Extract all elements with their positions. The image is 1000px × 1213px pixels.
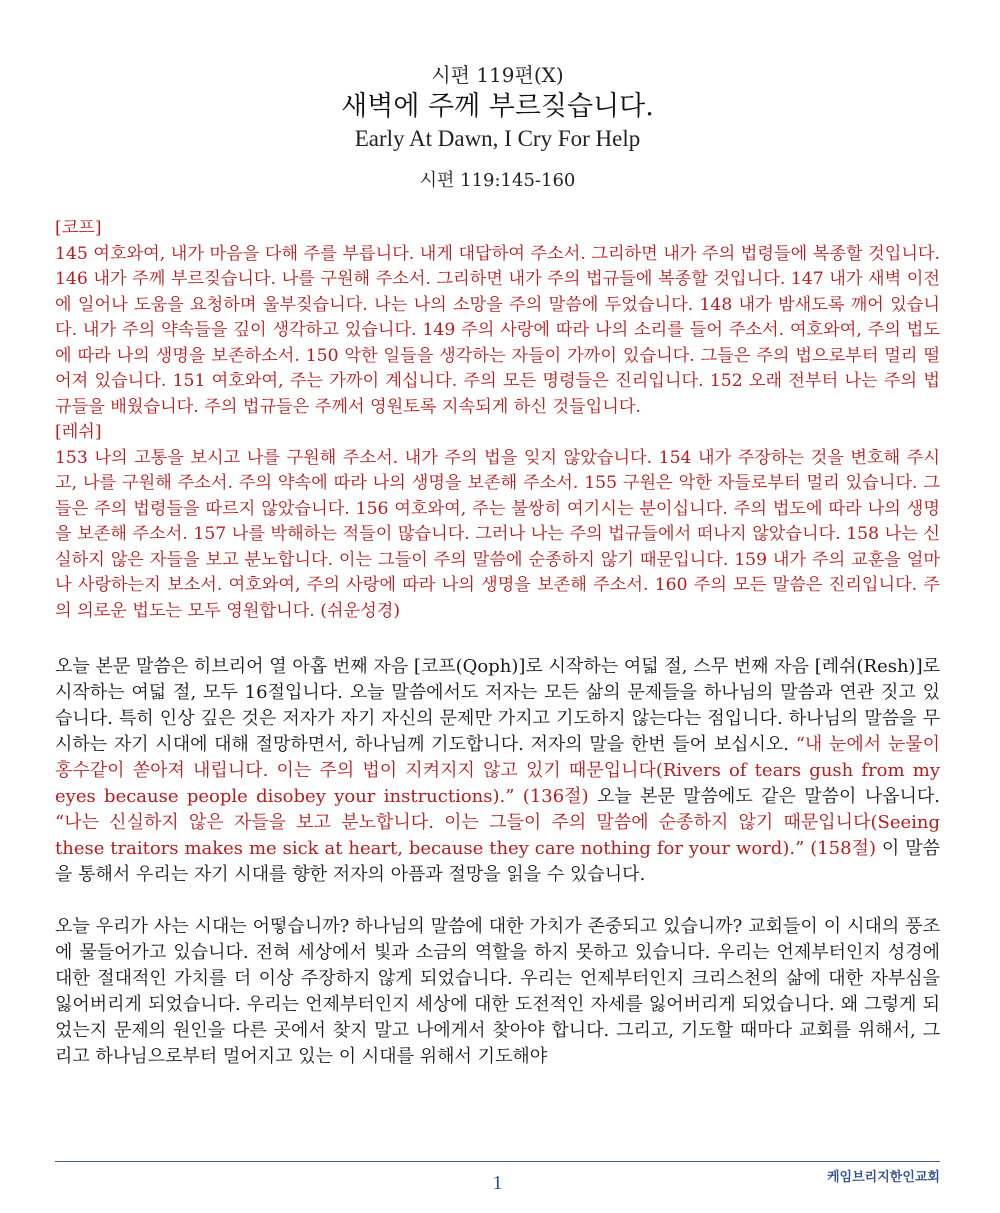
paragraph-1-conclusion: 이 말씀을 통해서 우리는 자기 시대를 향한 저자의 아픔과 절망을 읽을 수 있습니다. — [55, 838, 940, 885]
footer-divider — [55, 1161, 940, 1162]
section-label-resh: [레쉬] — [55, 422, 102, 442]
paragraph-1-text — [55, 654, 940, 888]
church-name: 케임브리지한인교회 — [826, 1170, 940, 1185]
sermon-subtitle: Early At Dawn, I Cry For Help — [354, 126, 641, 151]
page-number: 1 — [492, 1172, 503, 1194]
quote-verse-136: “내 눈에서 눈물이 홍수같이 쏟아져 내립니다. 이는 주의 법이 지켜지지 않고 있기 때문입니다(Rivers of tears gush from my eyes because people disobey your instructions).” (136절) — [55, 734, 940, 807]
sermon-header — [55, 0, 940, 194]
section-label-qoph: [코프] — [55, 218, 102, 238]
sermon-title: 새벽에 주께 부르짖습니다. — [341, 91, 654, 122]
scripture-passage — [55, 216, 940, 624]
section-text-resh: 153 나의 고통을 보시고 나를 구원해 주소서. 내가 주의 법을 잊지 않았습니다. 154 내가 주장하는 것을 변호해 주시고, 나를 구원해 주소서. 주의 약속에 따라 나의 생명을 보존해 주소서. 155 구원은 악한 자들로부터 멀리 있습니다. 그들은 주의 법령들을 따르지 않았습니다. 156 여호와여, 주는 불쌍히 여기시는 분이십니다. 주의 법도에 따라 나의 생명을 보존해 주소서. 157 나를 박해하는 적들이 많습니다. 그러나 나는 주의 법규들에서 떠나지 않았습니다. 158 나는 신실하지 않은 자들을 보고 분노합니다. 이는 그들이 주의 말씀에 순종하지 않기 때문입니다. 159 내가 주의 교훈을 얼마나 사랑하는지 보소서. 여호와여, 주의 사랑에 따라 나의 생명을 보존해 주소서. 160 주의 모든 말씀은 진리입니다. 주의 의로운 법도는 모두 영원합니다. (쉬운성경) — [55, 447, 940, 621]
series-label: 시편 119편(X) — [431, 63, 564, 87]
scripture-reference: 시편 119:145-160 — [419, 170, 576, 191]
quote-verse-158: “나는 신실하지 않은 자들을 보고 분노합니다. 이는 그들이 주의 말씀에 순종하지 않기 때문입니다(Seeing these traitors makes me sick at heart, because they care nothing for your word).” (158절) — [55, 812, 940, 859]
paragraph-1-intro: 오늘 본문 말씀은 히브리어 열 아홉 번째 자음 [코프(Qoph)]로 시작하는 여덟 절, 스무 번째 자음 [레쉬(Resh)]로 시작하는 여덟 절, 모두 16절입니다. 오늘 말씀에서도 저자는 모든 삶의 문제들을 하나님의 말씀과 연관 짓고 있습니다. 특히 인상 깊은 것은 저자가 자기 자신의 문제만 가지고 기도하지 않는다는 점입니다. 하나님의 말씀을 무시하는 자기 시대에 대해 절망하면서, 하나님께 기도합니다. 저자의 말을 한번 들어 보십시오. — [55, 656, 940, 755]
paragraph-2-text: 오늘 우리가 사는 시대는 어떻습니까? 하나님의 말씀에 대한 가치가 존중되고 있습니까? 교회들이 이 시대의 풍조에 물들어가고 있습니다. 전혀 세상에서 빛과 소금의 역할을 하지 못하고 있습니다. 우리는 언제부터인지 성경에 대한 절대적인 가치를 더 이상 주장하지 않게 되었습니다. 우리는 언제부터인지 크리스천의 삶에 대한 자부심을 잃어버리게 되었습니다. 우리는 언제부터인지 세상에 대한 도전적인 자세를 잃어버리게 되었습니다. 왜 그렇게 되었는지 문제의 원인을 다른 곳에서 찾지 말고 나에게서 찾아야 합니다. 그리고, 기도할 때마다 교회를 위해서, 그리고 하나님으로부터 멀어지고 있는 이 시대를 위해서 기도해야 — [55, 916, 940, 1067]
document-page — [55, 0, 940, 1213]
paragraph-1-middle: 오늘 본문 말씀에도 같은 말씀이 나옵니다. — [588, 786, 940, 807]
sermon-paragraph-2 — [55, 914, 940, 1070]
sermon-paragraph-1 — [55, 654, 940, 888]
section-text-qoph: 145 여호와여, 내가 마음을 다해 주를 부릅니다. 내게 대답하여 주소서. 그리하면 내가 주의 법령들에 복종할 것입니다. 146 내가 주께 부르짖습니다. 나를 구원해 주소서. 그리하면 내가 주의 법규들에 복종할 것입니다. 147 내가 새벽 이전에 일어나 도움을 요청하며 울부짖습니다. 나는 나의 소망을 주의 말씀에 두었습니다. 148 내가 밤새도록 깨어 있습니다. 내가 주의 약속들을 깊이 생각하고 있습니다. 149 주의 사랑에 따라 나의 소리를 들어 주소서. 여호와여, 주의 법도에 따라 나의 생명을 보존하소서. 150 악한 일들을 생각하는 자들이 가까이 있습니다. 그들은 주의 법으로부터 멀리 떨어져 있습니다. 151 여호와여, 주는 가까이 계십니다. 주의 모든 명령들은 진리입니다. 152 오래 전부터 나는 주의 법규들을 배웠습니다. 주의 법규들은 주께서 영원토록 지속되게 하신 것들입니다. — [55, 243, 940, 417]
